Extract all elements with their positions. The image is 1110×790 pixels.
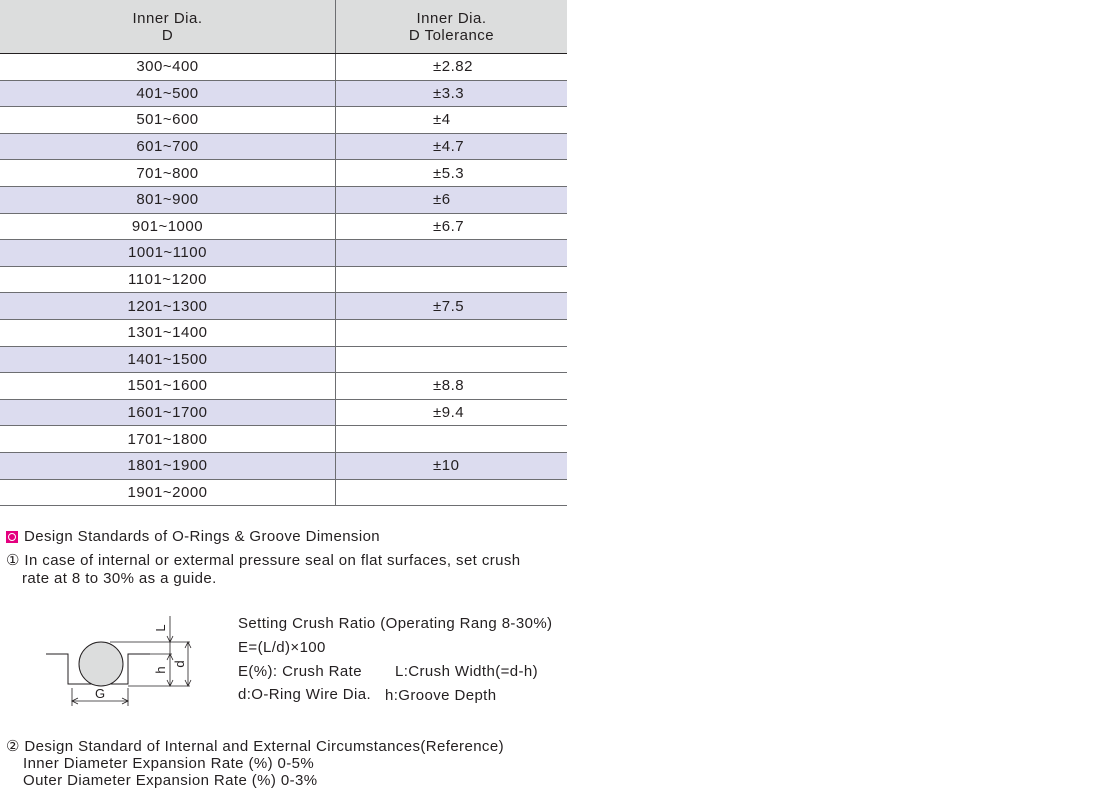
header-inner-dia (0, 0, 336, 54)
range-cell: 1001~1100 (0, 240, 336, 267)
label-L: L (153, 624, 168, 632)
table-row (0, 293, 567, 320)
table-row (0, 160, 567, 187)
range-cell: 300~400 (0, 54, 336, 81)
range-cell: 901~1000 (0, 213, 336, 240)
tolerance-cell: ±6.7 (336, 213, 568, 240)
header-line: Inner Dia. (132, 9, 203, 27)
section-marker-icon (6, 531, 18, 543)
table-row (0, 107, 567, 134)
range-cell: 1301~1400 (0, 319, 336, 346)
tolerance-cell: ±8.8 (336, 373, 568, 400)
header-line: D Tolerance (408, 26, 495, 44)
label-d: d (172, 660, 187, 668)
table-row (0, 54, 567, 81)
tolerance-table (0, 0, 567, 506)
tolerance-cell: ±9.4 (336, 399, 568, 426)
header-line: D (161, 26, 174, 44)
range-cell: 801~900 (0, 186, 336, 213)
table-row (0, 346, 567, 373)
tolerance-cell: ±7.5 (336, 293, 568, 320)
table-row (0, 186, 567, 213)
item2-title: ② Design Standard of Internal and External Circumstances(Reference) (6, 738, 504, 755)
table-row (0, 319, 567, 346)
range-cell: 1501~1600 (0, 373, 336, 400)
table-row (0, 452, 567, 479)
table-row (0, 133, 567, 160)
header-line: Inner Dia. (416, 9, 487, 27)
section-title: Design Standards of O-Rings & Groove Dimension (24, 528, 381, 545)
table-row (0, 240, 567, 267)
tolerance-cell: ±3.3 (336, 80, 568, 107)
crush-ratio-equation: E=(L/d)×100 (238, 639, 326, 656)
tolerance-cell (336, 240, 568, 267)
tolerance-cell (336, 346, 568, 373)
section-heading (6, 528, 380, 545)
tolerance-cell: ±10 (336, 452, 568, 479)
groove-depth-definition: h:Groove Depth (385, 687, 497, 704)
oring-groove-diagram (40, 608, 200, 708)
table-row (0, 399, 567, 426)
label-h: h (153, 666, 168, 674)
range-cell: 701~800 (0, 160, 336, 187)
range-cell: 1401~1500 (0, 346, 336, 373)
table-header-row (0, 0, 567, 54)
table-row (0, 479, 567, 506)
tolerance-cell (336, 479, 568, 506)
range-cell: 1201~1300 (0, 293, 336, 320)
crush-rate-definition: E(%): Crush Rate (238, 663, 362, 680)
range-cell: 1801~1900 (0, 452, 336, 479)
tolerance-cell: ±6 (336, 186, 568, 213)
outer-expansion-rate: Outer Diameter Expansion Rate (%) 0-3% (23, 772, 318, 789)
table-row (0, 80, 567, 107)
oring-cross-section (79, 642, 123, 686)
range-cell: 601~700 (0, 133, 336, 160)
table-row (0, 373, 567, 400)
header-tolerance (336, 0, 568, 54)
label-G: G (94, 686, 106, 701)
table-row (0, 266, 567, 293)
range-cell: 1901~2000 (0, 479, 336, 506)
range-cell: 401~500 (0, 80, 336, 107)
tolerance-cell (336, 319, 568, 346)
range-cell: 1601~1700 (0, 399, 336, 426)
wire-dia-definition: d:O-Ring Wire Dia. (238, 686, 372, 703)
inner-expansion-rate: Inner Diameter Expansion Rate (%) 0-5% (23, 755, 315, 772)
crush-width-definition: L:Crush Width(=d-h) (395, 663, 539, 680)
tolerance-cell (336, 426, 568, 453)
item1-line2: rate at 8 to 30% as a guide. (22, 570, 217, 587)
tolerance-cell (336, 266, 568, 293)
tolerance-cell: ±4.7 (336, 133, 568, 160)
table-row (0, 426, 567, 453)
tolerance-cell: ±4 (336, 107, 568, 134)
range-cell: 501~600 (0, 107, 336, 134)
range-cell: 1701~1800 (0, 426, 336, 453)
crush-ratio-title: Setting Crush Ratio (Operating Rang 8-30%) (238, 615, 553, 632)
tolerance-cell: ±5.3 (336, 160, 568, 187)
tolerance-cell: ±2.82 (336, 54, 568, 81)
item1-line1: ① In case of internal or extermal pressure seal on flat surfaces, set crush (6, 552, 521, 569)
table-row (0, 213, 567, 240)
range-cell: 1101~1200 (0, 266, 336, 293)
